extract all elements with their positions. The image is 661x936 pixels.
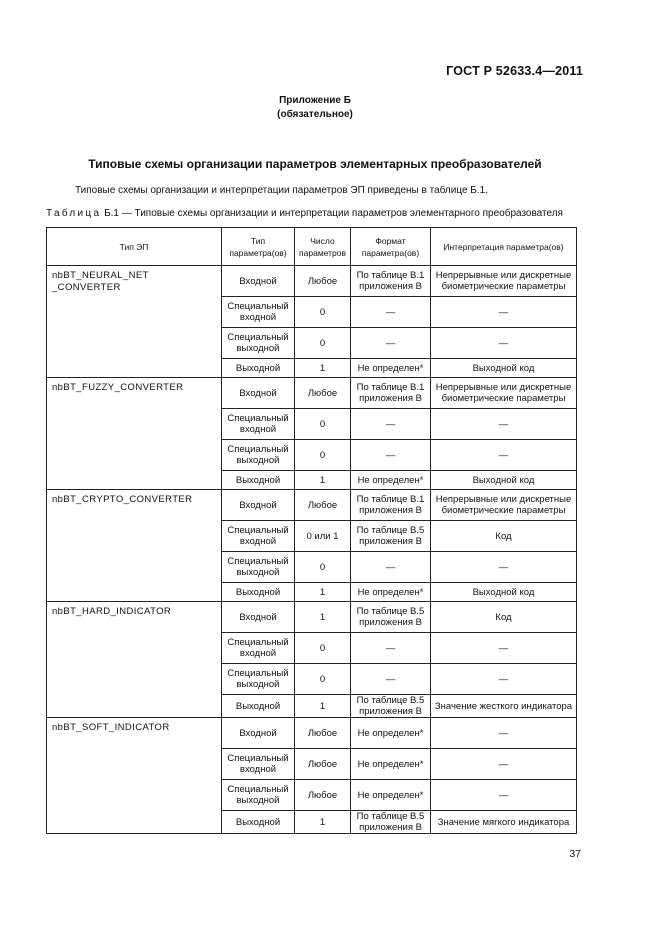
- param-interpretation-cell: Непрерывные или дискретные биометрические параметры: [431, 266, 577, 297]
- param-type-cell: Выходной: [222, 471, 295, 490]
- param-count-cell: 1: [295, 359, 351, 378]
- table-row: [47, 266, 577, 297]
- param-format-cell: Не определен*: [351, 749, 431, 780]
- table-body: [47, 266, 577, 834]
- intro-paragraph: Типовые схемы организации и интерпретации параметров ЭП приведены в таблице Б.1.: [75, 185, 488, 196]
- param-interpretation-cell: —: [431, 440, 577, 471]
- table-caption: [46, 208, 563, 219]
- col-header-param-interpretation: Интерпретация параметра(ов): [431, 228, 577, 266]
- param-type-cell: Специальный выходной: [222, 552, 295, 583]
- param-interpretation-cell: Непрерывные или дискретные биометрические параметры: [431, 490, 577, 521]
- param-interpretation-cell: Непрерывные или дискретные биометрические параметры: [431, 378, 577, 409]
- col-header-param-format: Формат параметра(ов): [351, 228, 431, 266]
- param-count-cell: 0 или 1: [295, 521, 351, 552]
- param-count-cell: 0: [295, 297, 351, 328]
- param-count-cell: 0: [295, 328, 351, 359]
- param-format-cell: —: [351, 552, 431, 583]
- param-format-cell: Не определен*: [351, 359, 431, 378]
- param-type-cell: Входной: [222, 490, 295, 521]
- param-type-cell: Входной: [222, 266, 295, 297]
- param-count-cell: 1: [295, 471, 351, 490]
- param-count-cell: 0: [295, 633, 351, 664]
- param-interpretation-cell: —: [431, 552, 577, 583]
- param-count-cell: 1: [295, 583, 351, 602]
- param-format-cell: По таблице В.1 приложения В: [351, 490, 431, 521]
- param-interpretation-cell: —: [431, 297, 577, 328]
- ep-type-name: nbBT_FUZZY_CONVERTER: [47, 378, 222, 490]
- param-format-cell: —: [351, 409, 431, 440]
- param-format-cell: —: [351, 633, 431, 664]
- ep-type-name: nbBT_SOFT_INDICATOR: [47, 718, 222, 834]
- param-interpretation-cell: —: [431, 718, 577, 749]
- ep-type-name: nbBT_CRYPTO_CONVERTER: [47, 490, 222, 602]
- param-format-cell: По таблице В.5 приложения В: [351, 811, 431, 834]
- param-count-cell: Любое: [295, 490, 351, 521]
- param-format-cell: Не определен*: [351, 471, 431, 490]
- param-type-cell: Специальный входной: [222, 749, 295, 780]
- param-interpretation-cell: Код: [431, 602, 577, 633]
- param-format-cell: —: [351, 440, 431, 471]
- param-interpretation-cell: —: [431, 633, 577, 664]
- param-type-cell: Специальный входной: [222, 633, 295, 664]
- table-row: [47, 378, 577, 409]
- table-row: [47, 490, 577, 521]
- param-interpretation-cell: Код: [431, 521, 577, 552]
- param-type-cell: Выходной: [222, 359, 295, 378]
- param-interpretation-cell: Значение мягкого индикатора: [431, 811, 577, 834]
- col-header-param-type: Тип параметра(ов): [222, 228, 295, 266]
- param-count-cell: 1: [295, 695, 351, 718]
- param-count-cell: Любое: [295, 378, 351, 409]
- param-type-cell: Специальный выходной: [222, 328, 295, 359]
- param-interpretation-cell: —: [431, 749, 577, 780]
- param-count-cell: Любое: [295, 749, 351, 780]
- param-count-cell: 0: [295, 409, 351, 440]
- section-title: Типовые схемы организации параметров элементарных преобразователей: [88, 157, 542, 171]
- table-header-row: [47, 228, 577, 266]
- param-type-cell: Специальный входной: [222, 297, 295, 328]
- param-count-cell: Любое: [295, 718, 351, 749]
- param-format-cell: По таблице В.5 приложения В: [351, 602, 431, 633]
- param-format-cell: Не определен*: [351, 718, 431, 749]
- col-header-ep-type: Тип ЭП: [47, 228, 222, 266]
- appendix-title: Приложение Б: [279, 95, 351, 106]
- param-interpretation-cell: —: [431, 780, 577, 811]
- param-type-cell: Специальный входной: [222, 409, 295, 440]
- param-format-cell: —: [351, 328, 431, 359]
- param-type-cell: Специальный выходной: [222, 664, 295, 695]
- param-format-cell: По таблице В.1 приложения В: [351, 378, 431, 409]
- param-count-cell: 0: [295, 552, 351, 583]
- param-count-cell: 1: [295, 602, 351, 633]
- param-interpretation-cell: —: [431, 409, 577, 440]
- table-caption-label: Таблица: [46, 208, 102, 219]
- param-count-cell: Любое: [295, 266, 351, 297]
- param-interpretation-cell: —: [431, 328, 577, 359]
- param-interpretation-cell: —: [431, 664, 577, 695]
- param-type-cell: Специальный входной: [222, 521, 295, 552]
- param-count-cell: 0: [295, 440, 351, 471]
- param-type-cell: Специальный выходной: [222, 440, 295, 471]
- ep-type-name: nbBT_NEURAL_NET _CONVERTER: [47, 266, 222, 378]
- param-format-cell: По таблице В.5 приложения В: [351, 521, 431, 552]
- param-count-cell: 0: [295, 664, 351, 695]
- table-caption-text: Б.1 — Типовые схемы организации и интерпретации параметров элементарного преобразователя: [101, 208, 563, 219]
- param-type-cell: Выходной: [222, 695, 295, 718]
- param-type-cell: Специальный выходной: [222, 780, 295, 811]
- param-format-cell: Не определен*: [351, 780, 431, 811]
- appendix-heading: [0, 94, 630, 122]
- standard-code: ГОСТ Р 52633.4—2011: [446, 64, 583, 78]
- param-format-cell: —: [351, 664, 431, 695]
- param-type-cell: Выходной: [222, 811, 295, 834]
- param-interpretation-cell: Выходной код: [431, 359, 577, 378]
- param-format-cell: По таблице В.5 приложения В: [351, 695, 431, 718]
- param-type-cell: Входной: [222, 718, 295, 749]
- param-format-cell: —: [351, 297, 431, 328]
- param-type-cell: Выходной: [222, 583, 295, 602]
- table-row: [47, 718, 577, 749]
- param-type-cell: Входной: [222, 378, 295, 409]
- param-interpretation-cell: Выходной код: [431, 471, 577, 490]
- param-count-cell: Любое: [295, 780, 351, 811]
- param-count-cell: 1: [295, 811, 351, 834]
- col-header-param-count: Число параметров: [295, 228, 351, 266]
- table-row: [47, 602, 577, 633]
- param-interpretation-cell: Выходной код: [431, 583, 577, 602]
- param-type-cell: Входной: [222, 602, 295, 633]
- parameters-table: [46, 227, 577, 834]
- page-number: 37: [569, 848, 581, 860]
- ep-type-name: nbBT_HARD_INDICATOR: [47, 602, 222, 718]
- param-format-cell: По таблице В.1 приложения В: [351, 266, 431, 297]
- param-interpretation-cell: Значение жесткого индикатора: [431, 695, 577, 718]
- appendix-status: (обязательное): [277, 109, 353, 120]
- param-format-cell: Не определен*: [351, 583, 431, 602]
